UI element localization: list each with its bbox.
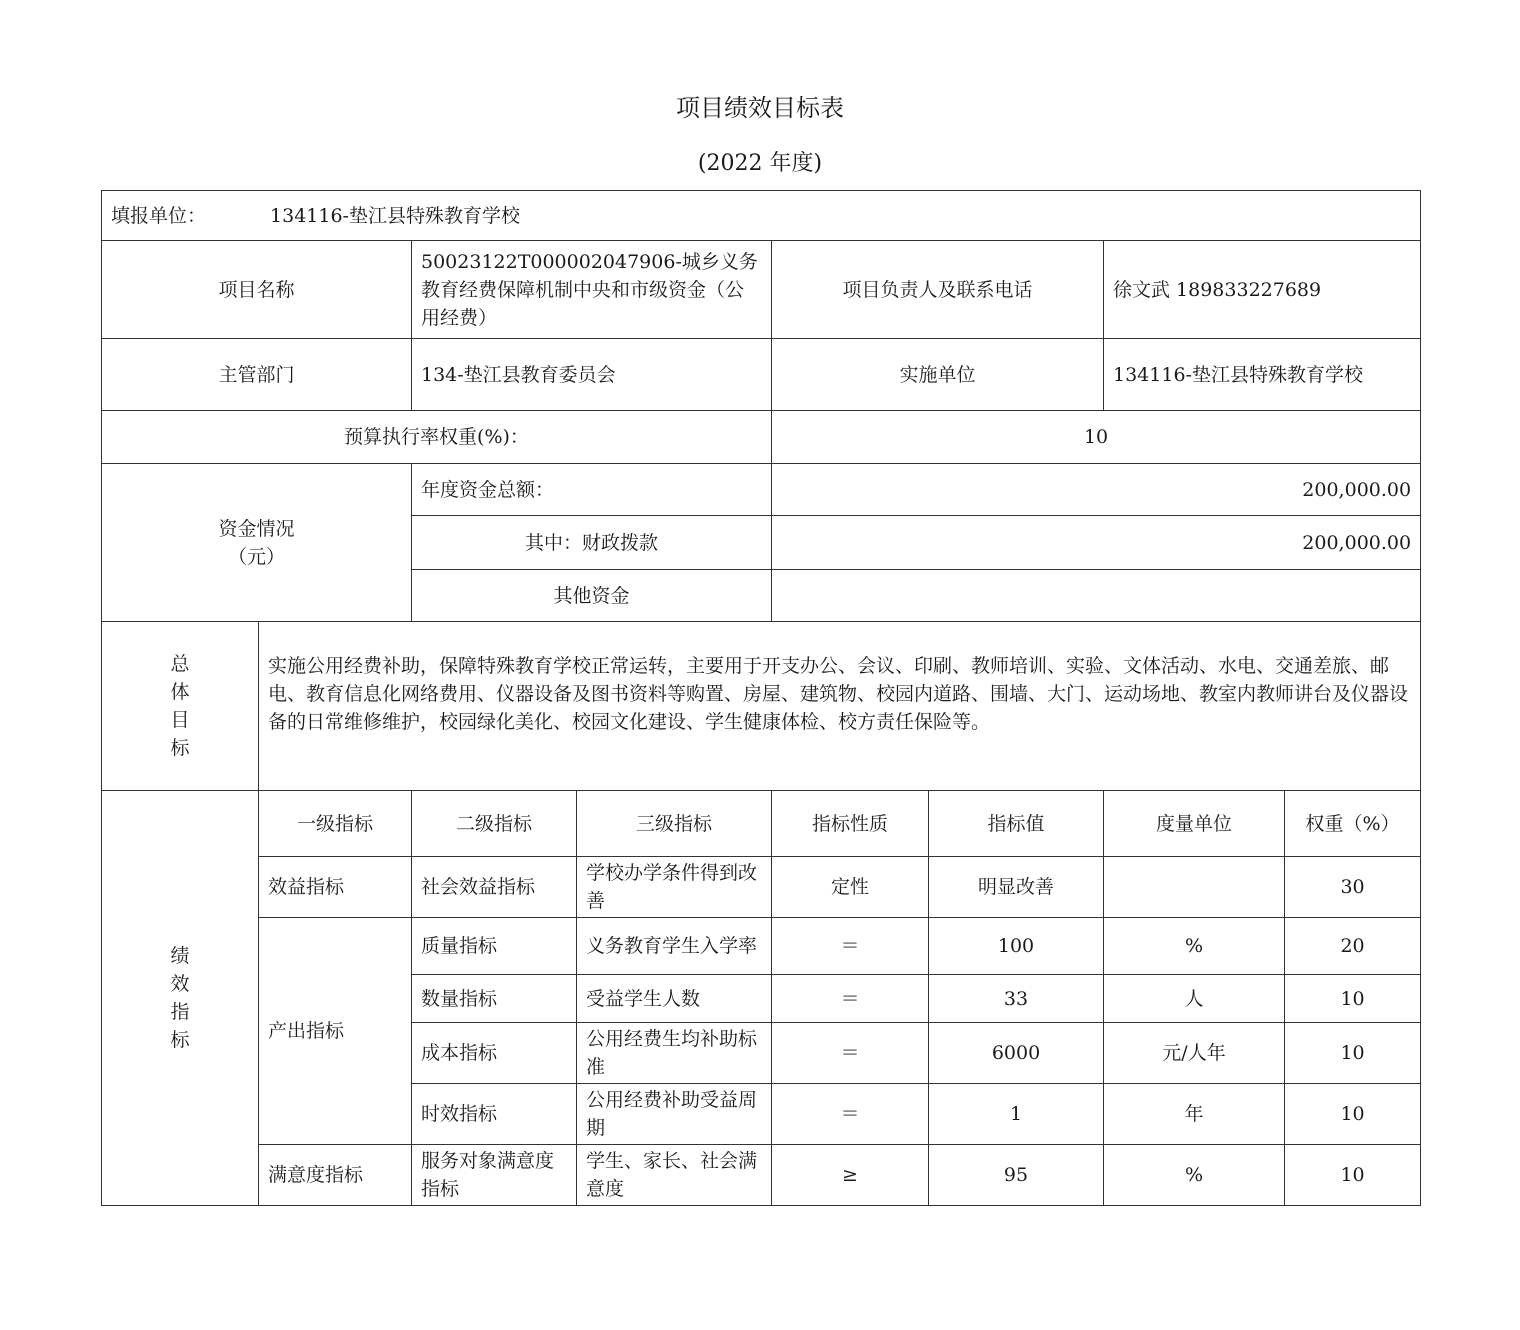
project-manager-label: 项目负责人及联系电话 [772,241,1104,339]
department-row [102,339,1421,411]
performance-indicator-label-char: 标 [170,1029,190,1051]
performance-target-table [101,190,1421,1206]
funds-fiscal-value: 200,000.00 [772,516,1421,570]
indicator-value: 95 [929,1145,1104,1206]
overall-goal-label-char: 体 [170,681,190,703]
indicator-nature: ＝ [772,975,929,1023]
indicator-level2: 服务对象满意度指标 [412,1145,577,1206]
funds-label-line1: 资金情况 [218,517,295,540]
funds-fiscal-label: 其中：财政拨款 [412,516,772,570]
indicator-level1: 满意度指标 [259,1145,412,1206]
reporting-unit-cell [102,191,1421,241]
indicator-nature: ＝ [772,1084,929,1145]
implementing-unit-label: 实施单位 [772,339,1104,411]
indicator-level3: 公用经费补助受益周期 [577,1084,772,1145]
column-header-level1: 一级指标 [259,791,412,857]
indicator-nature: ＝ [772,1023,929,1084]
column-header-weight: 权重（%） [1285,791,1421,857]
indicator-unit: % [1104,918,1285,975]
funds-label [102,464,412,622]
indicator-level3: 学校办学条件得到改善 [577,857,772,918]
table-row [102,918,1421,975]
indicator-value: 6000 [929,1023,1104,1084]
project-name-row [102,241,1421,339]
indicator-weight: 10 [1285,1023,1421,1084]
document-title: 项目绩效目标表 [676,94,844,122]
overall-goal-label-char: 目 [170,709,190,731]
funds-label-line2: （元） [227,545,285,568]
funds-total-label: 年度资金总额： [412,464,772,516]
funds-total-value: 200,000.00 [772,464,1421,516]
overall-goal-label-char: 标 [170,737,190,759]
reporting-unit-label: 填报单位： [111,204,207,227]
indicator-level3: 学生、家长、社会满意度 [577,1145,772,1206]
budget-rate-row [102,411,1421,464]
funds-other-value [772,570,1421,622]
column-header-value: 指标值 [929,791,1104,857]
reporting-unit-value: 134116-垫江县特殊教育学校 [270,204,520,227]
project-manager-value: 徐文武 189833227689 [1104,241,1421,339]
indicator-level2: 时效指标 [412,1084,577,1145]
indicator-nature: ≥ [772,1145,929,1206]
implementing-unit-value: 134116-垫江县特殊教育学校 [1104,339,1421,411]
table-row [102,1145,1421,1206]
overall-goal-text: 实施公用经费补助，保障特殊教育学校正常运转，主要用于开支办公、会议、印刷、教师培训、实验、文体活动、水电、交通差旅、邮电、教育信息化网络费用、仪器设备及图书资料等购置、房屋、建筑物、校园内道路、围墙、大门、运动场地、教室内教师讲台及仪器设备的日常维修维护，校园绿化美化、校园文化建设、学生健康体检、校方责任保险等。 [259,622,1421,791]
indicator-unit: % [1104,1145,1285,1206]
funds-total-row [102,464,1421,516]
budget-rate-value: 10 [772,411,1421,464]
indicator-value: 33 [929,975,1104,1023]
reporting-unit-row [102,191,1421,241]
project-name-value: 50023122T000002047906-城乡义务教育经费保障机制中央和市级资金（公用经费） [412,241,772,339]
performance-indicator-label-char: 指 [170,1001,190,1023]
indicator-weight: 30 [1285,857,1421,918]
funds-other-label: 其他资金 [412,570,772,622]
indicator-level3: 受益学生人数 [577,975,772,1023]
indicator-value: 100 [929,918,1104,975]
document-subtitle: (2022 年度) [697,151,823,176]
indicator-unit: 人 [1104,975,1285,1023]
performance-indicator-label [102,791,259,1206]
indicator-unit [1104,857,1285,918]
project-name-label: 项目名称 [102,241,412,339]
overall-goal-label-char: 总 [170,653,190,675]
column-header-level2: 二级指标 [412,791,577,857]
indicator-unit: 元/人年 [1104,1023,1285,1084]
indicator-level2: 成本指标 [412,1023,577,1084]
department-value: 134-垫江县教育委员会 [412,339,772,411]
indicator-unit: 年 [1104,1084,1285,1145]
column-header-nature: 指标性质 [772,791,929,857]
indicator-value: 明显改善 [929,857,1104,918]
indicator-level2: 质量指标 [412,918,577,975]
column-header-level3: 三级指标 [577,791,772,857]
indicator-level1: 效益指标 [259,857,412,918]
indicator-level2: 数量指标 [412,975,577,1023]
indicator-value: 1 [929,1084,1104,1145]
performance-indicator-label-char: 绩 [170,945,190,967]
indicator-level3: 公用经费生均补助标准 [577,1023,772,1084]
indicator-header-row [102,791,1421,857]
column-header-unit: 度量单位 [1104,791,1285,857]
indicator-level3: 义务教育学生入学率 [577,918,772,975]
budget-rate-label: 预算执行率权重(%)： [102,411,772,464]
indicator-weight: 10 [1285,1145,1421,1206]
department-label: 主管部门 [102,339,412,411]
performance-indicator-label-char: 效 [170,973,190,995]
indicator-weight: 20 [1285,918,1421,975]
indicator-weight: 10 [1285,975,1421,1023]
indicator-level2: 社会效益指标 [412,857,577,918]
indicator-level1: 产出指标 [259,918,412,1145]
table-row [102,857,1421,918]
indicator-weight: 10 [1285,1084,1421,1145]
overall-goal-label [102,622,259,791]
indicator-nature: 定性 [772,857,929,918]
indicator-nature: ＝ [772,918,929,975]
overall-goal-row [102,622,1421,791]
